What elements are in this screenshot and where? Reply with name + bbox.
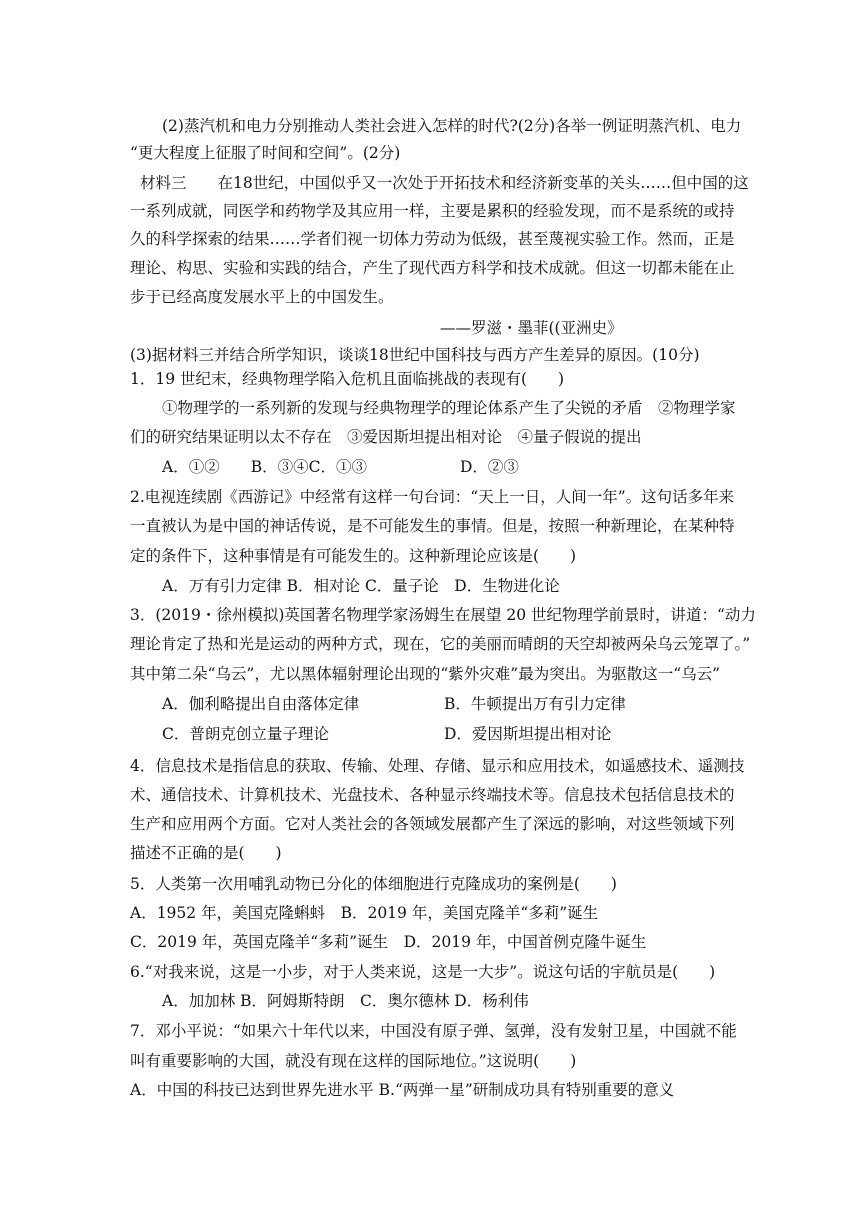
options-6: A．加加林 B．阿姆斯特朗 C．奥尔德林 D．杨利伟 [162, 992, 529, 1010]
text-line: (2)蒸汽机和电力分别推动人类社会进入怎样的时代?(2分)各举一例证明蒸汽机、电力 [162, 117, 742, 135]
question-5: 5．人类第一次用哺乳动物已分化的体细胞进行克隆成功的案例是( ) [130, 875, 617, 893]
text-line: 生产和应用两个方面。它对人类社会的各领域发展都产生了深远的影响，对这些领域下列 [130, 815, 735, 833]
text-line: 材料三 在18世纪，中国似乎又一次处于开拓技术和经济新变革的关头……但中国的这 [140, 174, 749, 192]
option-d: D．爱因斯坦提出相对论 [444, 725, 612, 743]
options-1: A．①② B．③④C．①③ D．②③ [162, 458, 519, 476]
text-line: “更大程度上征服了时间和空间”。(2分) [130, 144, 401, 162]
text-line: 们的研究结果证明以太不存在 ③爱因斯坦提出相对论 ④量子假说的提出 [130, 428, 642, 446]
text-line: 一系列成就，同医学和药物学及其应用一样，主要是累积的经验发现，而不是系统的或持 [130, 202, 735, 220]
text-line: 定的条件下，这种事情是有可能发生的。这种新理论应该是( ) [130, 547, 577, 565]
options-5b: C．2019 年，英国克隆羊“多莉”诞生 D．2019 年，中国首例克隆牛诞生 [130, 933, 647, 951]
text-line: (3)据材料三并结合所学知识，谈谈18世纪中国科技与西方产生差异的原因。(10分) [130, 346, 700, 364]
option-b: B．牛顿提出万有引力定律 [444, 695, 626, 713]
text-line: 描述不正确的是( ) [130, 844, 282, 862]
text-line: 理论肯定了热和光是运动的两种方式，现在，它的美丽而晴朗的天空却被两朵乌云笼罩了。” [130, 635, 751, 653]
text-line: ①物理学的一系列新的发现与经典物理学的理论体系产生了尖锐的矛盾 ②物理学家 [162, 399, 736, 417]
options-2: A．万有引力定律 B．相对论 C．量子论 D．生物进化论 [162, 577, 560, 595]
text-line: 步于已经高度发展水平上的中国发生。 [130, 288, 394, 306]
question-2: 2.电视连续剧《西游记》中经常有这样一句台词：“天上一日，人间一年”。这句话多年来 [130, 488, 735, 506]
text-line: 叫有重要影响的大国，就没有现在这样的国际地位。”这说明( ) [130, 1052, 577, 1070]
question-3: 3．(2019・徐州模拟)英国著名物理学家汤姆生在展望 20 世纪物理学前景时，讲道：“动力 [130, 606, 756, 624]
question-1: 1．19 世纪末，经典物理学陷入危机且面临挑战的表现有( ) [130, 370, 565, 388]
text-line: 理论、构思、实验和实践的结合，产生了现代西方科学和技术成就。但这一切都未能在止 [130, 259, 735, 277]
text-line: 一直被认为是中国的神话传说，是不可能发生的事情。但是，按照一种新理论，在某种特 [130, 517, 735, 535]
options-7: A．中国的科技已达到世界先进水平 B.“两弹一星”研制成功具有特别重要的意义 [130, 1081, 675, 1099]
question-6: 6.“对我来说，这是一小步，对于人类来说，这是一大步”。说这句话的宇航员是( ) [130, 963, 716, 981]
options-5a: A．1952 年，美国克隆蝌蚪 B．2019 年，美国克隆羊“多莉”诞生 [130, 904, 599, 922]
question-7: 7．邓小平说：“如果六十年代以来，中国没有原子弹、氢弹，没有发射卫星，中国就不能 [130, 1022, 737, 1040]
text-line: 其中第二朵“乌云”，尤以黑体辐射理论出现的“紫外灾难”最为突出。为驱散这一“乌云” [130, 665, 721, 683]
question-4: 4．信息技术是指信息的获取、传输、处理、存储、显示和应用技术，如遥感技术、遥测技 [130, 757, 745, 775]
source-attribution: ——罗滋・墨菲((亚洲史》 [440, 319, 623, 337]
text-line: 术、通信技术、计算机技术、光盘技术、各种显示终端技术等。信息技术包括信息技术的 [130, 786, 735, 804]
option-a: A．伽利略提出自由落体定律 [162, 695, 360, 713]
text-line: 久的科学探索的结果……学者们视一切体力劳动为低级，甚至蔑视实验工作。然而，正是 [130, 230, 735, 248]
option-c: C．普朗克创立量子理论 [162, 725, 329, 743]
